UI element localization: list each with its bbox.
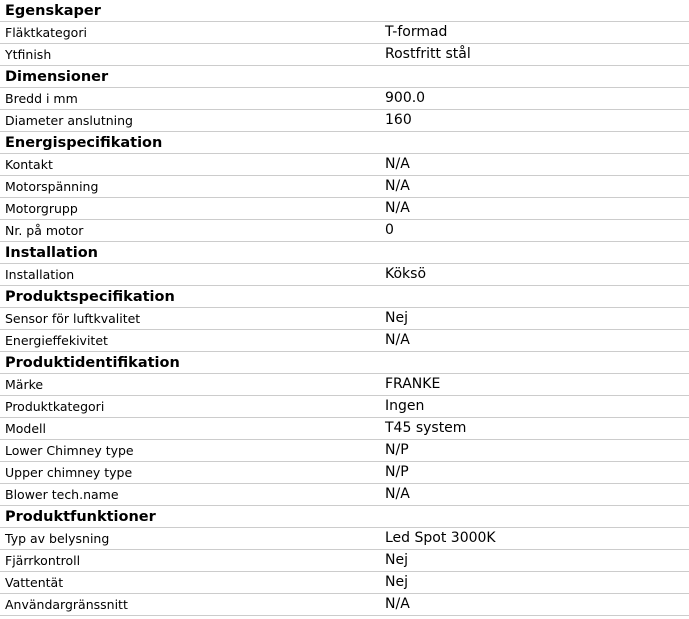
spec-label: Motorspänning (5, 179, 99, 194)
spec-label: Användargränssnitt (5, 597, 128, 612)
spec-row-nr-pa-motor (0, 220, 689, 242)
spec-label: Vattentät (5, 575, 64, 590)
spec-label: Märke (5, 377, 44, 392)
spec-value: Rostfritt stål (385, 46, 471, 62)
spec-label: Diameter anslutning (5, 113, 133, 128)
spec-row-motorspanning (0, 176, 689, 198)
spec-value: N/A (385, 596, 410, 612)
spec-label: Installation (5, 267, 75, 282)
spec-row-marke (0, 374, 689, 396)
spec-label: Bredd i mm (5, 91, 78, 106)
spec-value: Nej (385, 552, 408, 568)
section-header-produktspecifikation: Produktspecifikation (0, 286, 689, 308)
spec-label: Typ av belysning (5, 531, 110, 546)
spec-row-diameter-anslutning (0, 110, 689, 132)
spec-row-flaktkategori (0, 22, 689, 44)
section-header-produktfunktioner: Produktfunktioner (0, 506, 689, 528)
spec-value: 900.0 (385, 90, 426, 106)
spec-label: Ytfinish (5, 47, 52, 62)
spec-value: N/A (385, 178, 410, 194)
spec-value: N/P (385, 464, 409, 480)
spec-row-produktkategori (0, 396, 689, 418)
spec-value: N/A (385, 486, 410, 502)
spec-row-fjarrkontroll (0, 550, 689, 572)
spec-label: Energieffekivitet (5, 333, 108, 348)
spec-value: N/A (385, 332, 410, 348)
spec-value: Led Spot 3000K (385, 530, 496, 546)
spec-row-anvandargranssnitt (0, 594, 689, 616)
spec-label: Produktkategori (5, 399, 105, 414)
spec-label: Fjärrkontroll (5, 553, 81, 568)
spec-label: Kontakt (5, 157, 53, 172)
spec-label: Upper chimney type (5, 465, 133, 480)
spec-value: T-formad (385, 24, 448, 40)
spec-label: Nr. på motor (5, 223, 84, 238)
spec-value: Köksö (385, 266, 427, 282)
spec-row-upper-chimney-type (0, 462, 689, 484)
spec-row-vattentat (0, 572, 689, 594)
section-header-dimensioner: Dimensioner (0, 66, 689, 88)
spec-row-blower-tech-name (0, 484, 689, 506)
spec-value: Nej (385, 574, 408, 590)
spec-row-bredd-i-mm (0, 88, 689, 110)
section-header-installation: Installation (0, 242, 689, 264)
spec-row-sensor-for-luftkvalitet (0, 308, 689, 330)
spec-row-kontakt (0, 154, 689, 176)
spec-value: Ingen (385, 398, 425, 414)
spec-value: Nej (385, 310, 408, 326)
section-header-produktidentifikation: Produktidentifikation (0, 352, 689, 374)
spec-row-ytfinish (0, 44, 689, 66)
spec-label: Lower Chimney type (5, 443, 134, 458)
spec-row-typ-av-belysning (0, 528, 689, 550)
spec-row-motorgrupp (0, 198, 689, 220)
spec-value: N/A (385, 200, 410, 216)
spec-value: 160 (385, 112, 412, 128)
section-header-energispecifikation: Energispecifikation (0, 132, 689, 154)
spec-row-modell (0, 418, 689, 440)
spec-row-installation (0, 264, 689, 286)
spec-label: Blower tech.name (5, 487, 119, 502)
spec-row-lower-chimney-type (0, 440, 689, 462)
spec-value: 0 (385, 222, 394, 238)
spec-label: Modell (5, 421, 47, 436)
spec-value: N/P (385, 442, 409, 458)
spec-label: Fläktkategori (5, 25, 87, 40)
spec-row-energieffekivitet (0, 330, 689, 352)
spec-value: FRANKE (385, 376, 441, 392)
spec-value: T45 system (385, 420, 467, 436)
section-header-egenskaper: Egenskaper (0, 0, 689, 22)
spec-value: N/A (385, 156, 410, 172)
spec-label: Motorgrupp (5, 201, 78, 216)
spec-label: Sensor för luftkvalitet (5, 311, 141, 326)
